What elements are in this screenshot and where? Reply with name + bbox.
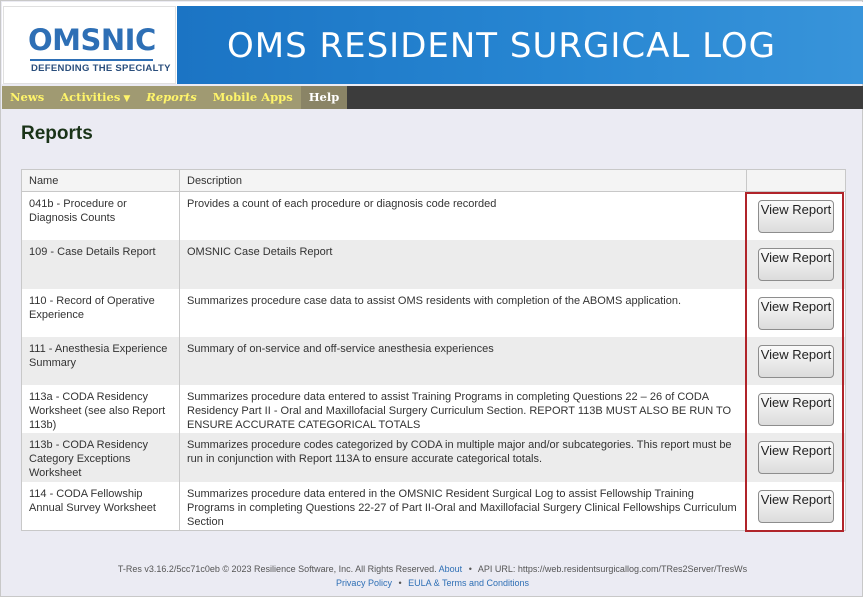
caret-down-icon: ▼ (123, 94, 131, 104)
site-header (2, 2, 863, 84)
report-name: 113b - CODA Residency Category Exceptions Worksheet (22, 433, 180, 481)
header-name: Name (22, 170, 180, 191)
view-report-button[interactable]: View Report (758, 200, 834, 233)
report-actions (747, 482, 845, 530)
main-nav (2, 86, 863, 109)
report-description: Summarizes procedure data entered in the OMSNIC Resident Surgical Log to assist Fellowship Training Programs in completing Questions 22-27 of Part II-Oral and Maxillofacial Surgery Clinical Fellowships Curriculum Section (180, 482, 747, 530)
bullet-separator: • (398, 578, 402, 588)
footer (1, 562, 864, 590)
footer-line-2 (1, 576, 864, 590)
header-actions (747, 170, 845, 191)
reports-table (21, 169, 846, 531)
table-row (22, 289, 845, 337)
table-row (22, 385, 845, 433)
report-name: 041b - Procedure or Diagnosis Counts (22, 192, 180, 240)
nav-reports[interactable] (138, 86, 204, 109)
report-actions (747, 433, 845, 481)
api-url-text: API URL: https://web.residentsurgicallog.com/TRes2Server/TresWs (477, 564, 748, 574)
header-banner (177, 6, 863, 84)
banner-title: OMS RESIDENT SURGICAL LOG (227, 26, 776, 66)
nav-reports-label: Reports (146, 90, 197, 104)
report-actions (747, 337, 845, 385)
report-description: Summary of on-service and off-service anesthesia experiences (180, 337, 747, 385)
logo-divider (30, 59, 153, 61)
copyright-text: T-Res v3.16.2/5cc71c0eb © 2023 Resilience Software, Inc. All Rights Reserved. (117, 564, 437, 574)
table-body (22, 192, 845, 530)
report-name: 113a - CODA Residency Worksheet (see also Report 113b) (22, 385, 180, 433)
report-description: OMSNIC Case Details Report (180, 240, 747, 288)
table-header (22, 170, 845, 192)
nav-mobile-apps-label: Mobile Apps (212, 90, 293, 104)
table-row (22, 240, 845, 288)
report-name: 114 - CODA Fellowship Annual Survey Worksheet (22, 482, 180, 530)
view-report-button[interactable]: View Report (758, 441, 834, 474)
nav-activities-label: Activities (60, 90, 121, 104)
nav-activities[interactable] (52, 86, 138, 109)
report-description: Summarizes procedure codes categorized by CODA in multiple major and/or subcategories. This report must be run in conjunction with Report 113A to ensure accurate categorical totals. (180, 433, 747, 481)
bullet-separator: • (468, 564, 472, 574)
about-link[interactable]: About (438, 564, 463, 574)
table-row (22, 433, 845, 481)
view-report-button[interactable]: View Report (758, 248, 834, 281)
logo-text: OMSNIC (28, 23, 156, 57)
nav-news-label: News (10, 90, 45, 104)
logo-tagline: DEFENDING THE SPECIALTY (31, 63, 171, 74)
report-name: 111 - Anesthesia Experience Summary (22, 337, 180, 385)
view-report-button[interactable]: View Report (758, 345, 834, 378)
view-report-button[interactable]: View Report (758, 490, 834, 523)
report-description: Summarizes procedure case data to assist OMS residents with completion of the ABOMS application. (180, 289, 747, 337)
page-title: Reports (21, 123, 93, 144)
report-actions (747, 192, 845, 240)
eula-link[interactable]: EULA & Terms and Conditions (408, 578, 530, 588)
nav-news[interactable] (2, 86, 52, 109)
report-actions (747, 385, 845, 433)
report-name: 110 - Record of Operative Experience (22, 289, 180, 337)
nav-menu (2, 86, 340, 109)
view-report-button[interactable]: View Report (758, 297, 834, 330)
view-report-button[interactable]: View Report (758, 393, 834, 426)
nav-help-label: Help (308, 90, 340, 104)
omsnic-logo[interactable] (3, 6, 176, 84)
privacy-policy-link[interactable]: Privacy Policy (335, 578, 392, 588)
report-actions (747, 240, 845, 288)
table-row (22, 337, 845, 385)
report-name: 109 - Case Details Report (22, 240, 180, 288)
nav-mobile-apps[interactable] (205, 86, 301, 109)
footer-line-1 (1, 562, 864, 576)
report-description: Summarizes procedure data entered to assist Training Programs in completing Questions 22 – 26 of CODA Residency Part II - Oral and Maxillofacial Surgery Curriculum Section. REPORT 113B MUST ALSO BE RUN TO ENSURE ACCURATE CATEGORICAL TOTALS (180, 385, 747, 433)
report-description: Provides a count of each procedure or diagnosis code recorded (180, 192, 747, 240)
table-row (22, 482, 845, 530)
table-row (22, 192, 845, 240)
header-description: Description (180, 170, 747, 191)
nav-help[interactable] (301, 86, 348, 109)
report-actions (747, 289, 845, 337)
